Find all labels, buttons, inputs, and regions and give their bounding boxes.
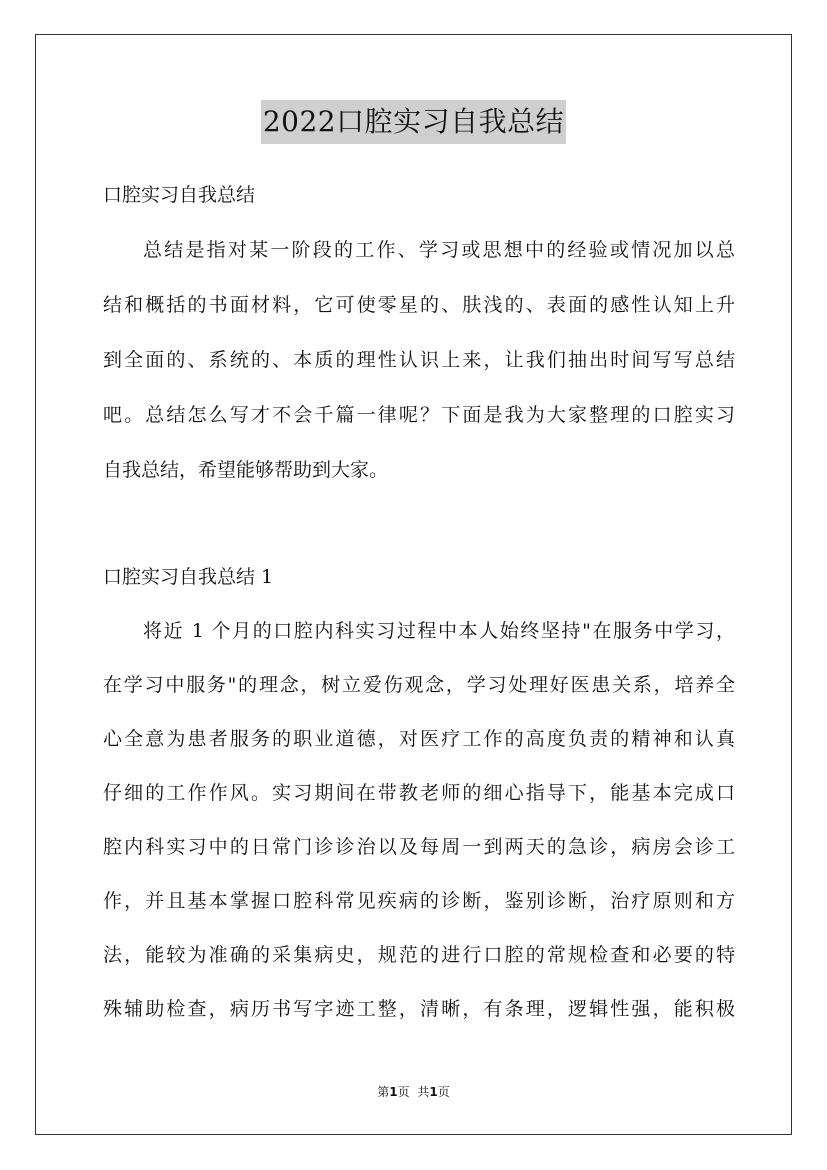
document-title: 2022口腔实习自我总结 xyxy=(261,100,566,144)
section-line: 法，能较为准确的采集病史，规范的进行口腔的常规检查和必要的特 xyxy=(103,944,735,966)
section-line: 将近 1 个月的口腔内科实习过程中本人始终坚持"在服务中学习， xyxy=(143,620,735,642)
section-line: 腔内科实习中的日常门诊诊治以及每周一到两天的急诊，病房会诊工 xyxy=(103,836,735,858)
page-footer xyxy=(0,1083,827,1100)
footer-page-number: 1 xyxy=(389,1085,398,1099)
subtitle: 口腔实习自我总结 xyxy=(103,184,256,206)
title-container xyxy=(0,100,827,144)
section-line: 心全意为患者服务的职业道德，对医疗工作的高度负责的精神和认真 xyxy=(103,728,735,750)
footer-total-number: 1 xyxy=(429,1085,438,1099)
footer-total-prefix: 共 xyxy=(417,1085,430,1099)
intro-line: 吧。总结怎么写才不会千篇一律呢？下面是我为大家整理的口腔实习 xyxy=(103,404,735,426)
intro-line: 总结是指对某一阶段的工作、学习或思想中的经验或情况加以总 xyxy=(143,239,735,261)
section-heading: 口腔实习自我总结 1 xyxy=(103,566,274,588)
intro-line: 自我总结，希望能够帮助到大家。 xyxy=(103,459,389,481)
footer-page-suffix: 页 xyxy=(397,1085,410,1099)
section-line: 殊辅助检查，病历书写字迹工整，清晰，有条理，逻辑性强，能积极 xyxy=(103,998,735,1020)
intro-line: 到全面的、系统的、本质的理性认识上来，让我们抽出时间写写总结 xyxy=(103,349,735,371)
footer-total-suffix: 页 xyxy=(437,1085,450,1099)
intro-line: 结和概括的书面材料，它可使零星的、肤浅的、表面的感性认知上升 xyxy=(103,294,735,316)
footer-page-prefix: 第 xyxy=(377,1085,390,1099)
section-line: 仔细的工作作风。实习期间在带教老师的细心指导下，能基本完成口 xyxy=(103,782,735,804)
section-line: 作，并且基本掌握口腔科常见疾病的诊断，鉴别诊断，治疗原则和方 xyxy=(103,890,735,912)
section-line: 在学习中服务"的理念，树立爱伤观念，学习处理好医患关系，培养全 xyxy=(103,674,735,696)
